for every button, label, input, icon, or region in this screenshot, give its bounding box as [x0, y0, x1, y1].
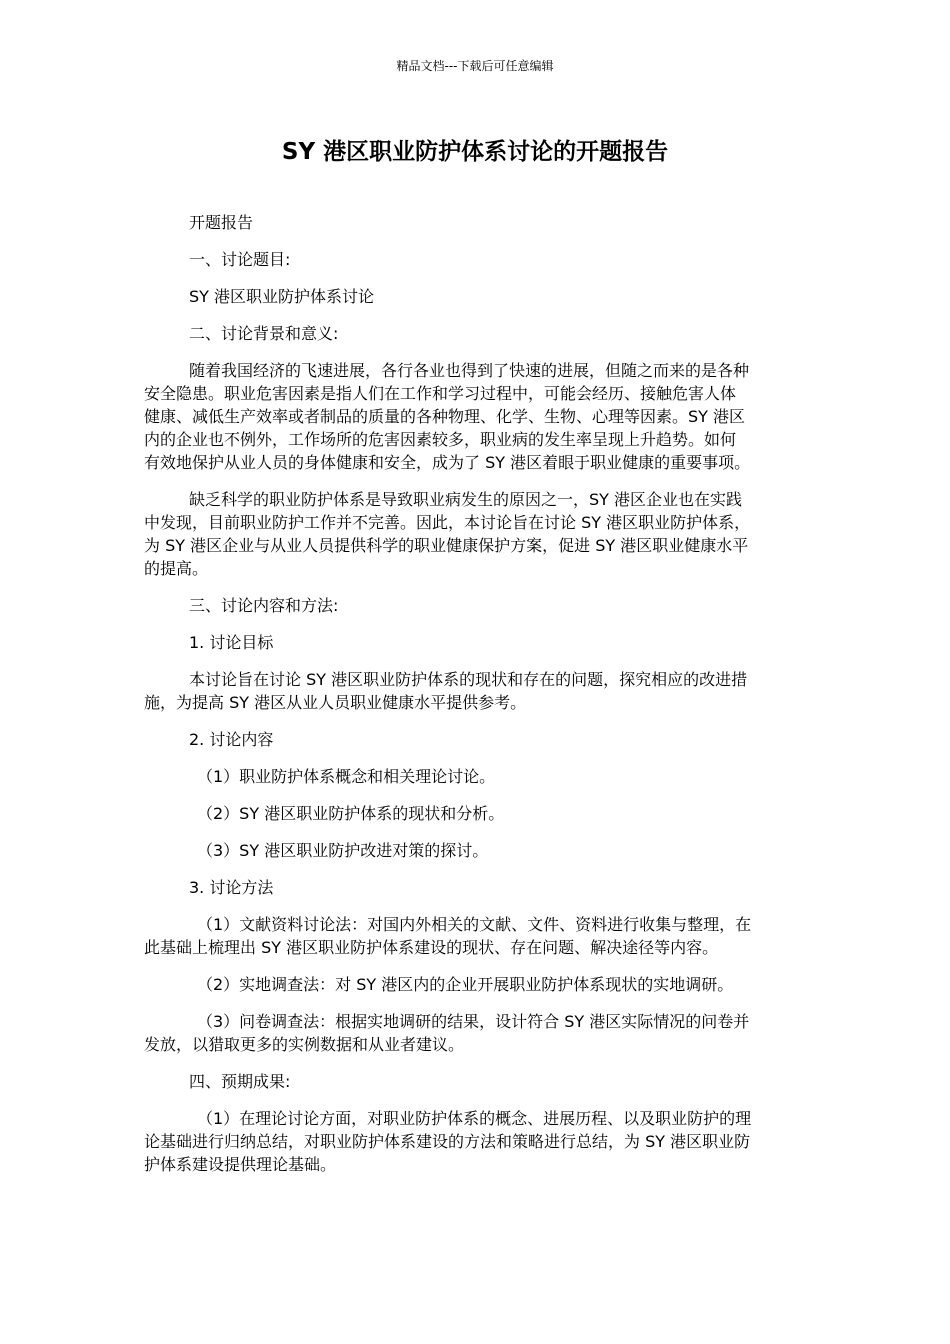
method-item-2: （2）实地调查法：对 SY 港区内的企业开展职业防护体系现状的实地调研。	[197, 975, 734, 994]
background-paragraph-2	[144, 488, 806, 580]
document-body	[144, 211, 806, 1190]
paragraph-line: 有效地保护从业人员的身体健康和安全，成为了 SY 港区着眼于职业健康的重要事项。	[144, 453, 751, 472]
section-heading-background: 二、讨论背景和意义:	[189, 324, 339, 343]
content-item-1: （1）职业防护体系概念和相关理论讨论。	[197, 767, 496, 786]
paragraph-line: （3）问卷调查法：根据实地调研的结果，设计符合 SY 港区实际情况的问卷并	[197, 1012, 750, 1031]
subheading-goal: 1. 讨论目标	[189, 633, 274, 652]
paragraph-line: 本讨论旨在讨论 SY 港区职业防护体系的现状和存在的问题，探究相应的改进措	[189, 670, 748, 689]
goal-paragraph	[144, 668, 806, 714]
method-item-3	[144, 1010, 806, 1056]
expected-result-item-1	[144, 1107, 806, 1176]
paragraph-line: 的提高。	[144, 559, 209, 578]
report-heading: 开题报告	[189, 213, 254, 232]
topic-text: SY 港区职业防护体系讨论	[189, 287, 375, 306]
paragraph-line: 此基础上梳理出 SY 港区职业防护体系建设的现状、存在问题、解决途径等内容。	[144, 938, 719, 957]
paragraph-line: 中发现，目前职业防护工作并不完善。因此，本讨论旨在讨论 SY 港区职业防护体系，	[144, 513, 751, 532]
method-item-1	[144, 913, 806, 959]
paragraph-line: 论基础进行归纳总结，对职业防护体系建设的方法和策略进行总结，为 SY 港区职业防	[144, 1132, 751, 1151]
section-heading-expected-results: 四、预期成果:	[189, 1072, 291, 1091]
paragraph-line: 发放，以猎取更多的实例数据和从业者建议。	[144, 1035, 465, 1054]
paragraph-line: （1）文献资料讨论法：对国内外相关的文献、文件、资料进行收集与整理，在	[197, 915, 752, 934]
paragraph-line: 内的企业也不例外，工作场所的危害因素较多，职业病的发生率呈现上升趋势。如何	[144, 430, 737, 449]
background-paragraph-1	[144, 359, 806, 474]
paragraph-line: 护体系建设提供理论基础。	[144, 1155, 337, 1174]
page-header: 精品文档---下载后可任意编辑	[396, 59, 554, 73]
section-heading-content-method: 三、讨论内容和方法:	[189, 596, 339, 615]
section-heading-topic: 一、讨论题目:	[189, 250, 291, 269]
document-title: SY 港区职业防护体系讨论的开题报告	[281, 139, 669, 165]
paragraph-line: 安全隐患。职业危害因素是指人们在工作和学习过程中，可能会经历、接触危害人体	[144, 384, 737, 403]
paragraph-line: （1）在理论讨论方面，对职业防护体系的概念、进展历程、以及职业防护的理	[197, 1109, 752, 1128]
paragraph-line: 缺乏科学的职业防护体系是导致职业病发生的原因之一，SY 港区企业也在实践	[189, 490, 743, 509]
paragraph-line: 随着我国经济的飞速进展，各行各业也得到了快速的进展，但随之而来的是各种	[189, 361, 750, 380]
content-item-2: （2）SY 港区职业防护体系的现状和分析。	[197, 804, 505, 823]
subheading-content: 2. 讨论内容	[189, 730, 274, 749]
paragraph-line: 施，为提高 SY 港区从业人员职业健康水平提供参考。	[144, 693, 527, 712]
paragraph-line: 为 SY 港区企业与从业人员提供科学的职业健康保护方案，促进 SY 港区职业健康水平	[144, 536, 749, 555]
subheading-method: 3. 讨论方法	[189, 878, 274, 897]
content-item-3: （3）SY 港区职业防护改进对策的探讨。	[197, 841, 489, 860]
paragraph-line: 健康、减低生产效率或者制品的质量的各种物理、化学、生物、心理等因素。SY 港区	[144, 407, 746, 426]
